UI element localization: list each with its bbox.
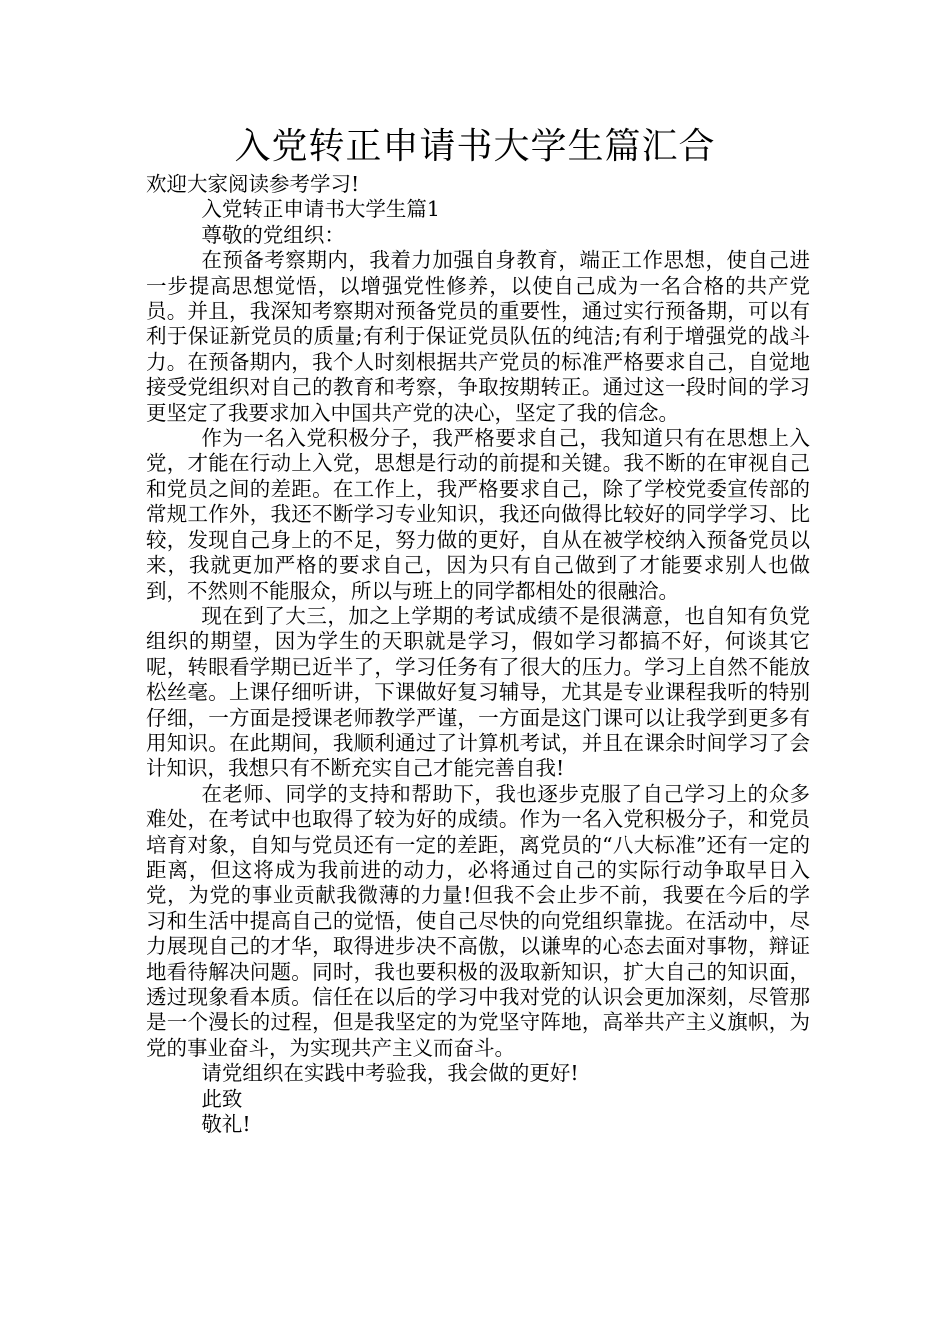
salutation: 尊敬的党组织：	[201, 222, 345, 247]
paragraph-4: 在老师、同学的支持和帮助下，我也逐步克服了自己学习上的众多难处，在考试中也取得了较为好的成绩。作为一名入党积极分子，和党员培育对象，自知与党员还有一定的差距，离党员的“八大标准”还有一定的距离，但这将成为我前进的动力，必将通过自己的实际行动争取早日入党，为党的事业贡献我微薄的力量!但我不会止步不前，我要在今后的学习和生活中提高自己的觉悟，使自己尽快的向党组织靠拢。在活动中，尽力展现自己的才华，取得进步决不高傲，以谦卑的心态去面对事物，辩证地看待解决问题。同时，我也要积极的汲取新知识，扩大自己的知识面，透过现象看本质。信任在以后的学习中我对党的认识会更加深刻，尽管那是一个漫长的过程，但是我坚定的为党坚守阵地，高举共产主义旗帜，为党的事业奋斗，为实现共产主义而奋斗。	[146, 781, 810, 1060]
intro-line: 欢迎大家阅读参考学习!	[146, 172, 360, 196]
closing-line: 此致	[201, 1086, 243, 1111]
paragraph-1: 在预备考察期内，我着力加强自身教育，端正工作思想，使自己进一步提高思想觉悟，以增强党性修养，以使自己成为一名合格的共产党员。并且，我深知考察期对预备党员的重要性，通过实行预备期，可以有利于保证新党员的质量;有利于保证党员队伍的纯洁;有利于增强党的战斗力。在预备期内，我个人时刻根据共产党员的标准严格要求自己，自觉地接受党组织对自己的教育和考察，争取按期转正。通过这一段时间的学习更坚定了我要求加入中国共产党的决心，坚定了我的信念。	[146, 248, 810, 425]
closing-salute: 敬礼!	[201, 1112, 251, 1137]
document-body	[146, 172, 810, 1137]
paragraph-5: 请党组织在实践中考验我，我会做的更好!	[201, 1061, 579, 1086]
section-heading: 入党转正申请书大学生篇1	[201, 197, 440, 222]
paragraph-3: 现在到了大三，加之上学期的考试成绩不是很满意，也自知有负党组织的期望，因为学生的天职就是学习，假如学习都搞不好，何谈其它呢，转眼看学期已近半了，学习任务有了很大的压力。学习上自然不能放松丝毫。上课仔细听讲，下课做好复习辅导，尤其是专业课程我听的特别仔细，一方面是授课老师教学严谨，一方面是这门课可以让我学到更多有用知识。在此期间，我顺利通过了计算机考试，并且在课余时间学习了会计知识，我想只有不断充实自己才能完善自我!	[146, 603, 810, 781]
document-title: 入党转正申请书大学生篇汇合	[234, 126, 716, 167]
paragraph-2: 作为一名入党积极分子，我严格要求自己，我知道只有在思想上入党，才能在行动上入党，思想是行动的前提和关键。我不断的在审视自己和党员之间的差距。在工作上，我严格要求自己，除了学校党委宣传部的常规工作外，我还不断学习专业知识，我还向做得比较好的同学学习、比较，发现自己身上的不足，努力做的更好，自从在被学校纳入预备党员以来，我就更加严格的要求自己，因为只有自己做到了才能要求别人也做到，不然则不能服众，所以与班上的同学都相处的很融洽。	[146, 426, 810, 603]
